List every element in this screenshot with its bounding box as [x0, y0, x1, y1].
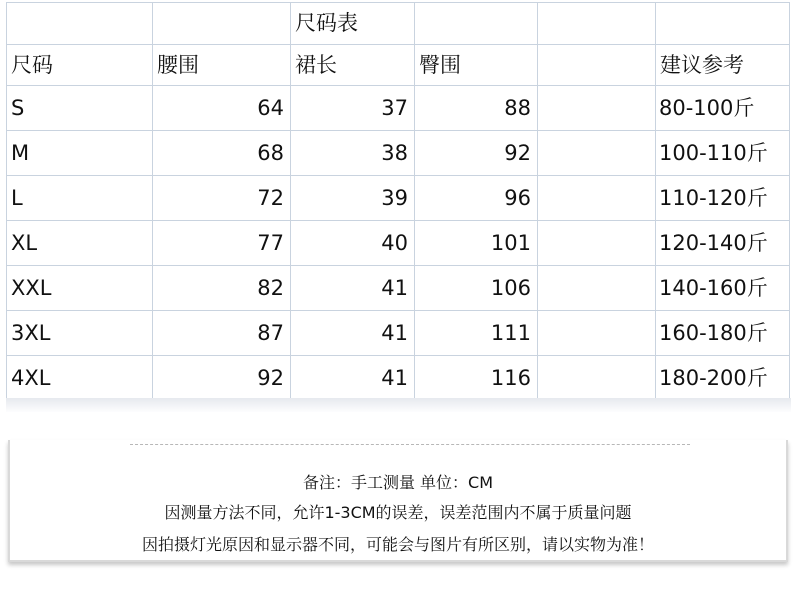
length-cell: 39: [291, 176, 415, 221]
title-row: [7, 3, 790, 45]
hip-cell: 96: [415, 176, 538, 221]
table-title: 尺码表: [291, 3, 415, 45]
waist-cell: 87: [153, 311, 291, 356]
waist-cell: 72: [153, 176, 291, 221]
recommend-cell: 180-200斤: [656, 356, 790, 401]
table-row: [7, 221, 790, 266]
remarks-color-note: 因拍摄灯光原因和显示器不同，可能会与图片有所区别，请以实物为准！: [141, 535, 654, 554]
header-recommend: 建议参考: [656, 45, 790, 86]
waist-cell: 64: [153, 86, 291, 131]
size-cell: XL: [7, 221, 153, 266]
header-waist: 腰围: [153, 45, 291, 86]
table-bottom-shadow: [6, 398, 791, 412]
recommend-cell: 160-180斤: [656, 311, 790, 356]
remarks-box: [8, 440, 788, 562]
size-table: [6, 2, 790, 401]
empty-cell: [656, 3, 790, 45]
header-blank: [538, 45, 656, 86]
dashed-divider: [130, 444, 690, 445]
size-cell: 3XL: [7, 311, 153, 356]
length-cell: 40: [291, 221, 415, 266]
table-row: [7, 86, 790, 131]
empty-cell: [538, 176, 656, 221]
remarks-tolerance-note: 因测量方法不同，允许1-3CM的误差，误差范围内不属于质量问题: [164, 503, 632, 522]
table-row: [7, 356, 790, 401]
size-cell: 4XL: [7, 356, 153, 401]
empty-cell: [538, 311, 656, 356]
header-size: 尺码: [7, 45, 153, 86]
table-row: [7, 311, 790, 356]
remarks-measurement-note: 备注：手工测量 单位：CM: [302, 473, 494, 492]
empty-cell: [7, 3, 153, 45]
recommend-cell: 110-120斤: [656, 176, 790, 221]
size-cell: S: [7, 86, 153, 131]
length-cell: 38: [291, 131, 415, 176]
hip-cell: 88: [415, 86, 538, 131]
empty-cell: [153, 3, 291, 45]
hip-cell: 106: [415, 266, 538, 311]
header-hip: 臀围: [415, 45, 538, 86]
recommend-cell: 100-110斤: [656, 131, 790, 176]
length-cell: 41: [291, 311, 415, 356]
recommend-cell: 140-160斤: [656, 266, 790, 311]
recommend-cell: 120-140斤: [656, 221, 790, 266]
hip-cell: 116: [415, 356, 538, 401]
header-row: [7, 45, 790, 86]
recommend-cell: 80-100斤: [656, 86, 790, 131]
empty-cell: [415, 3, 538, 45]
waist-cell: 68: [153, 131, 291, 176]
length-cell: 37: [291, 86, 415, 131]
hip-cell: 92: [415, 131, 538, 176]
size-cell: L: [7, 176, 153, 221]
empty-cell: [538, 266, 656, 311]
empty-cell: [538, 221, 656, 266]
size-cell: M: [7, 131, 153, 176]
waist-cell: 77: [153, 221, 291, 266]
length-cell: 41: [291, 266, 415, 311]
hip-cell: 111: [415, 311, 538, 356]
empty-cell: [538, 3, 656, 45]
empty-cell: [538, 86, 656, 131]
length-cell: 41: [291, 356, 415, 401]
empty-cell: [538, 131, 656, 176]
waist-cell: 92: [153, 356, 291, 401]
table-row: [7, 176, 790, 221]
table-row: [7, 266, 790, 311]
empty-cell: [538, 356, 656, 401]
table-row: [7, 131, 790, 176]
size-cell: XXL: [7, 266, 153, 311]
waist-cell: 82: [153, 266, 291, 311]
header-length: 裙长: [291, 45, 415, 86]
hip-cell: 101: [415, 221, 538, 266]
